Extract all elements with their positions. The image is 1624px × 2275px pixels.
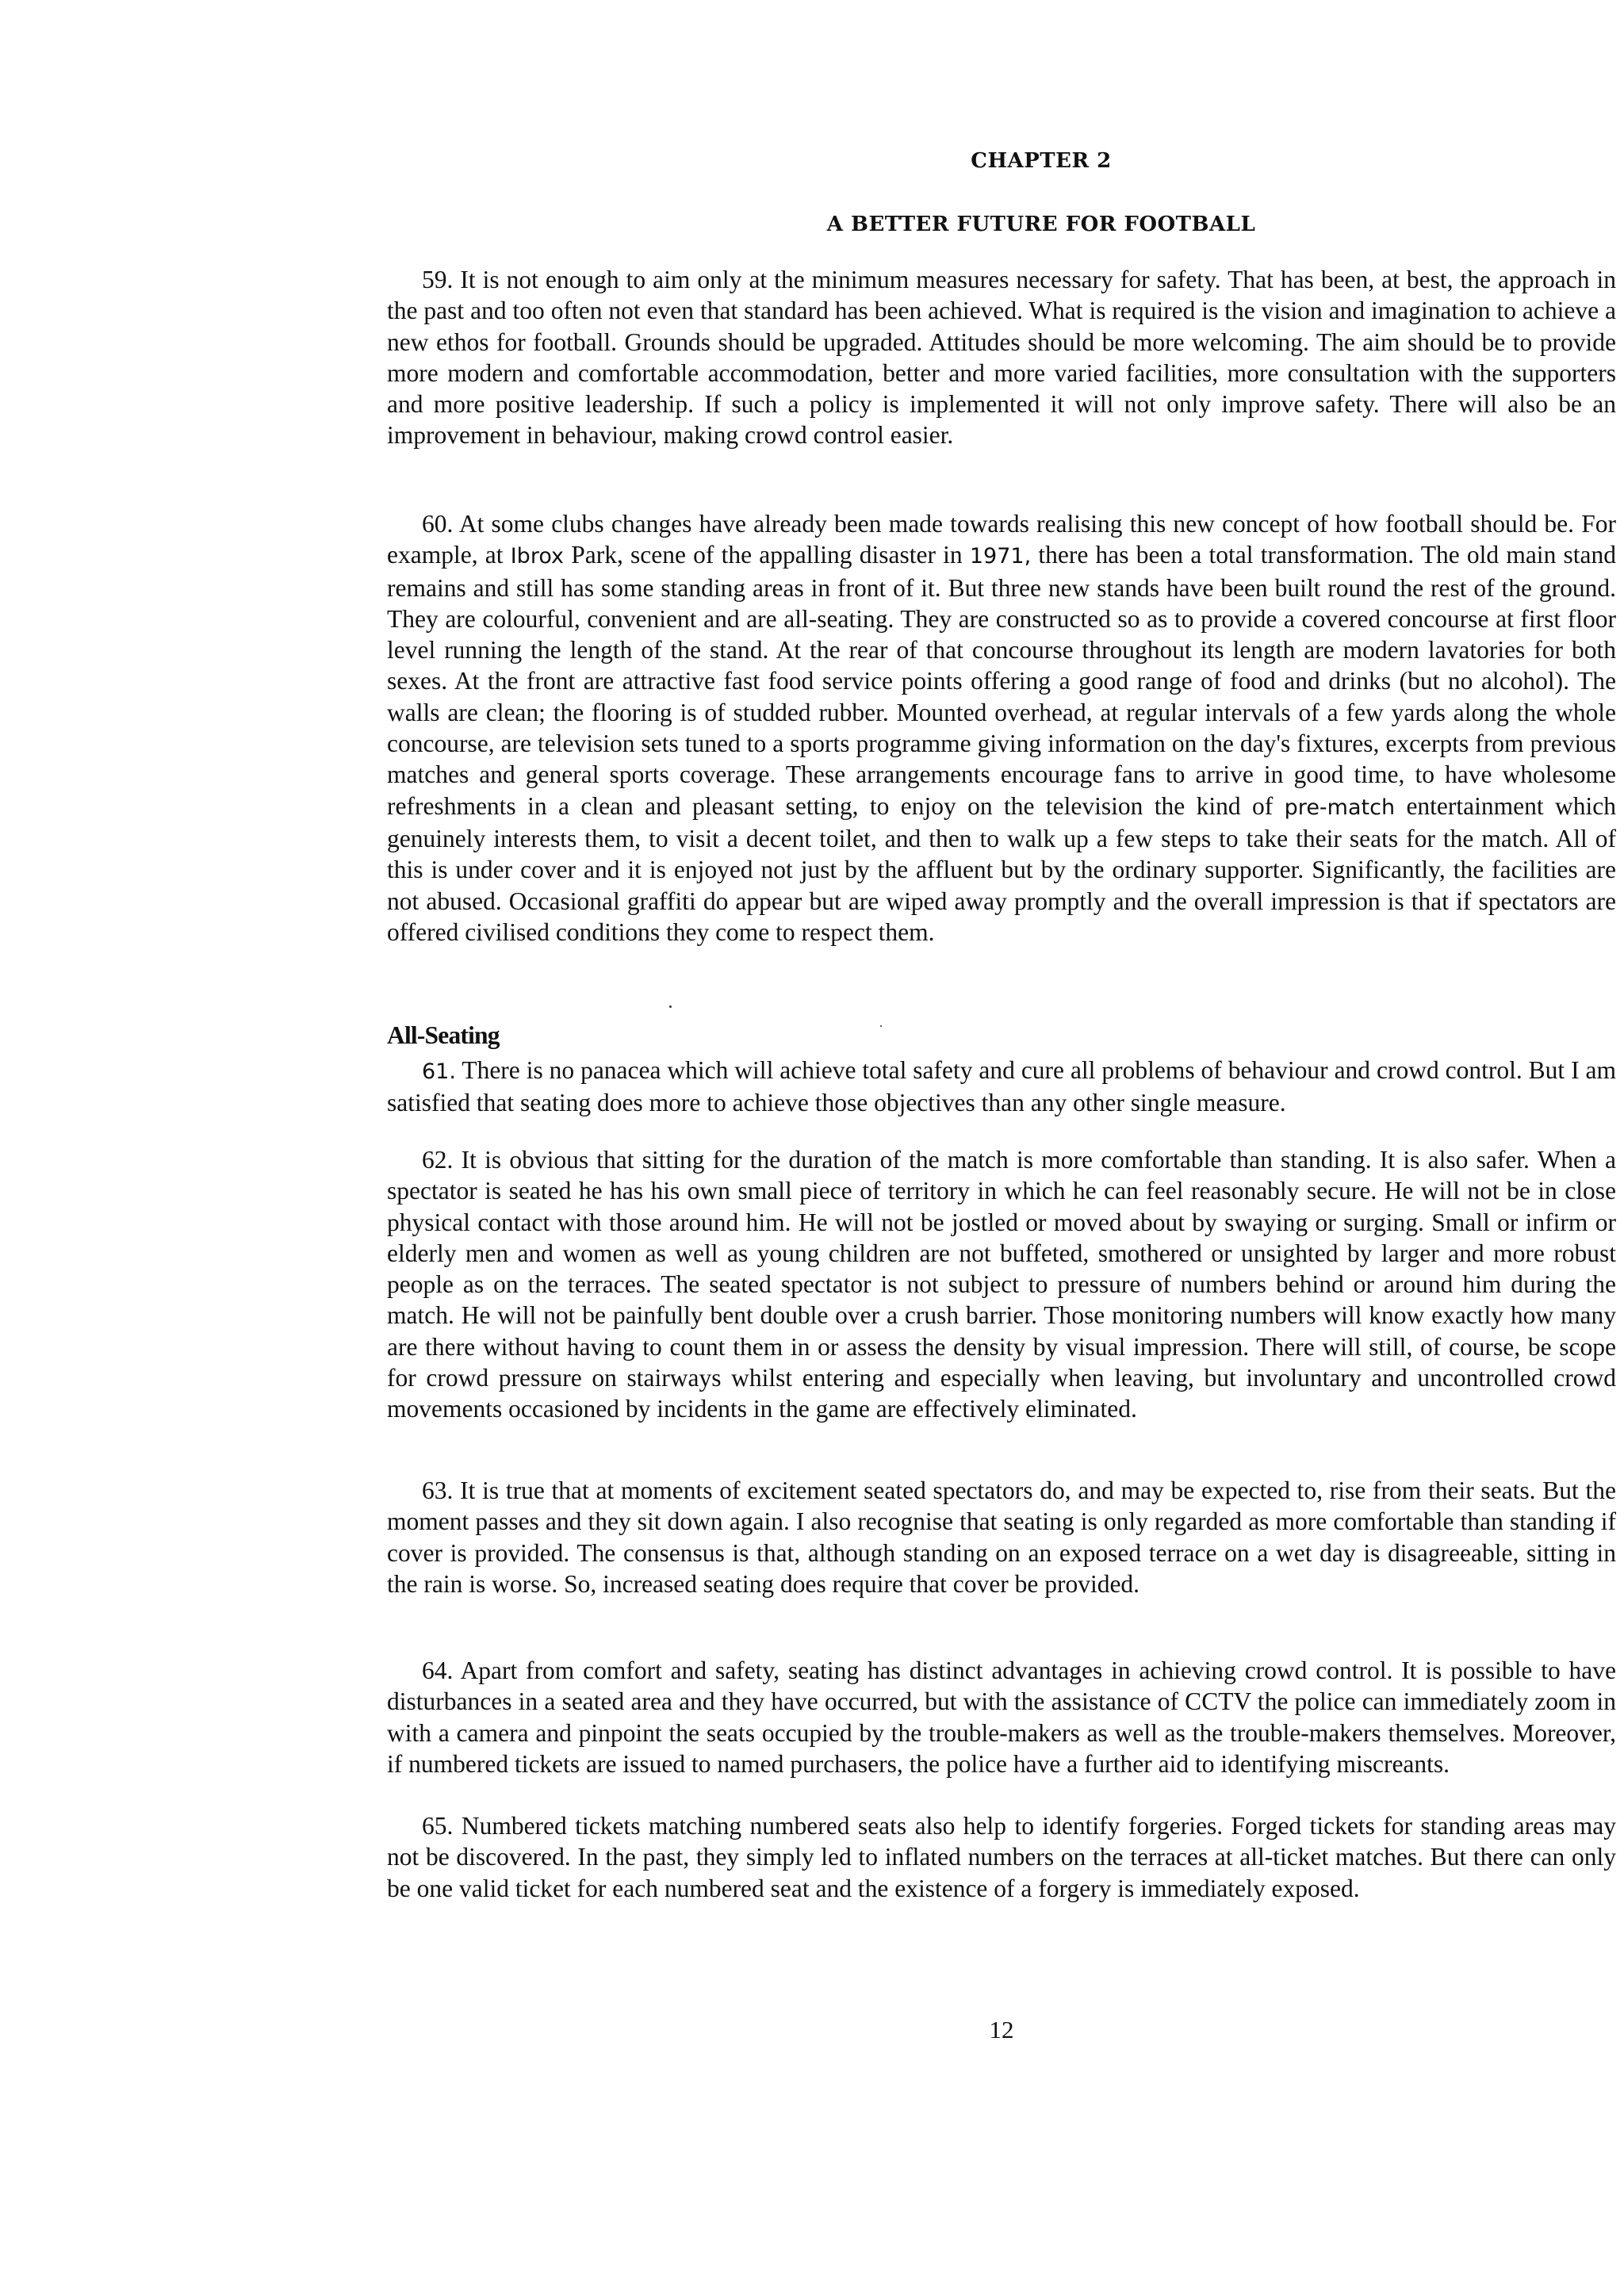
paragraph-number: 64. xyxy=(422,1656,454,1684)
section-heading: All-Seating xyxy=(387,1021,500,1049)
paragraph-63 xyxy=(387,1475,1616,1599)
paragraph-text: Numbered tickets matching numbered seats also help to identify forgeries. Forged tickets for standing areas may not be discovered. In the past, they simply led to inflated numbers on the terraces at all-ticket matches. But there can only be one valid ticket for each numbered seat and the existence of a forgery is immediately exposed. xyxy=(387,1812,1617,1902)
paragraph-number: 63. xyxy=(422,1476,454,1504)
paragraph-text: It is not enough to aim only at the minimum measures necessary for safety. That has been, at best, the approach in the past and too often not even that standard has been achieved. What is required is the vision and imagination to achieve a new ethos for football. Grounds should be upgraded. Attitudes should be more welcoming. The aim should be to provide more modern and comfortable accommodation, better and more varied facilities, more consultation with the supporters and more positive leadership. If such a policy is implemented it will not only improve safety. There will also be an improvement in behaviour, making crowd control easier. xyxy=(387,266,1616,450)
paragraph-text: Park, scene of the appalling disaster in xyxy=(571,541,963,569)
paragraph-62 xyxy=(387,1144,1616,1425)
chapter-title: A BETTER FUTURE FOR FOOTBALL xyxy=(826,213,1256,236)
paragraph-number: 62. xyxy=(422,1146,454,1174)
paragraph-text: It is obvious that sitting for the duration of the match is more comfortable than standing. It is also safer. When a spectator is seated he has his own small piece of territory in which he can feel reasonably secure. He will not be in close physical contact with those around him. He will not be jostled or moved about by swaying or surging. Small or infirm or elderly men and women as well as young children are not buffeted, smothered or unsighted by larger and more robust people as on the terraces. The seated spectator is not subject to pressure of numbers behind or around him during the match. He will not be painfully bent double over a crush barrier. Those monitoring numbers will know exactly how many are there without having to count them in or assess the density by visual impression. There will still, of course, be scope for crowd pressure on stairways whilst entering and especially when leaving, but involuntary and uncontrolled crowd movements occasioned by incidents in the game are effectively eliminated. xyxy=(387,1146,1617,1423)
paragraph-number: 59. xyxy=(422,266,454,293)
chapter-number: CHAPTER 2 xyxy=(971,149,1112,173)
paragraph-text: Apart from comfort and safety, seating has distinct advantages in achieving crowd control. It is possible to have disturbances in a seated area and they have occurred, but with the assistance of CCTV the police can immediately zoom in with a camera and pinpoint the seats occupied by the trouble-makers as well as the trouble-makers themselves. Moreover, if numbered tickets are issued to named purchasers, the police have a further aid to identifying miscreants. xyxy=(387,1656,1617,1778)
paragraph-61 xyxy=(387,1055,1616,1119)
paragraph-59 xyxy=(387,264,1616,451)
paragraph-65 xyxy=(387,1810,1616,1904)
scan-speck xyxy=(880,1025,882,1027)
paragraph-64 xyxy=(387,1655,1616,1779)
year: 1971, xyxy=(969,544,1032,569)
paragraph-text: entertainment which genuinely interests them, to visit a decent toilet, and then to walk up a few steps to take their seats for the match. All of this is under cover and it is enjoyed not just by the affluent but by the ordinary supporter. Significantly, the facilities are not abused. Occasional graffiti do appear but are wiped away promptly and the overall impression is that if spectators are offered civilised conditions they come to respect them. xyxy=(387,791,1616,946)
paragraph-text: At some clubs changes have already been made towards realising this new concept of how football should be. For example, at xyxy=(387,510,1616,569)
paragraph-60 xyxy=(387,508,1616,948)
place-name: Ibrox xyxy=(510,544,564,569)
paragraph-number: 65. xyxy=(422,1812,454,1840)
term: pre-match xyxy=(1284,795,1396,820)
page-number: 12 xyxy=(989,2016,1014,2043)
scan-speck xyxy=(669,1005,672,1008)
paragraph-text: It is true that at moments of excitement seated spectators do, and may be expected to, rise from their seats. But the moment passes and they sit down again. I also recognise that seating is only regarded as more comfortable than standing if cover is provided. The consensus is that, although standing on an exposed terrace on a wet day is disagreeable, sitting in the rain is worse. So, increased seating does require that cover be provided. xyxy=(387,1476,1617,1598)
paragraph-number: 60. xyxy=(422,510,454,538)
paragraph-text: there has been a total transformation. The old main stand remains and still has some standing areas in front of it. But three new stands have been built round the rest of the ground. They are colourful, convenient and are all-seating. They are constructed so as to provide a covered concourse at first floor level running the length of the stand. At the rear of that concourse throughout its length are modern lavatories for both sexes. At the front are attractive fast food service points offering a good range of food and drinks (but no alcohol). The walls are clean; the flooring is of studded rubber. Mounted overhead, at regular intervals of a few yards along the whole concourse, are television sets tuned to a sports programme giving information on the day's fixtures, excerpts from previous matches and general sports coverage. These arrangements encourage fans to arrive in good time, to have wholesome refreshments in a clean and pleasant setting, to enjoy on the television the kind of xyxy=(387,541,1617,820)
paragraph-number: 61. xyxy=(422,1059,456,1084)
paragraph-text: There is no panacea which will achieve total safety and cure all problems of behaviour and crowd control. But I am satisfied that seating does more to achieve those objectives than any other single measure. xyxy=(387,1056,1616,1117)
